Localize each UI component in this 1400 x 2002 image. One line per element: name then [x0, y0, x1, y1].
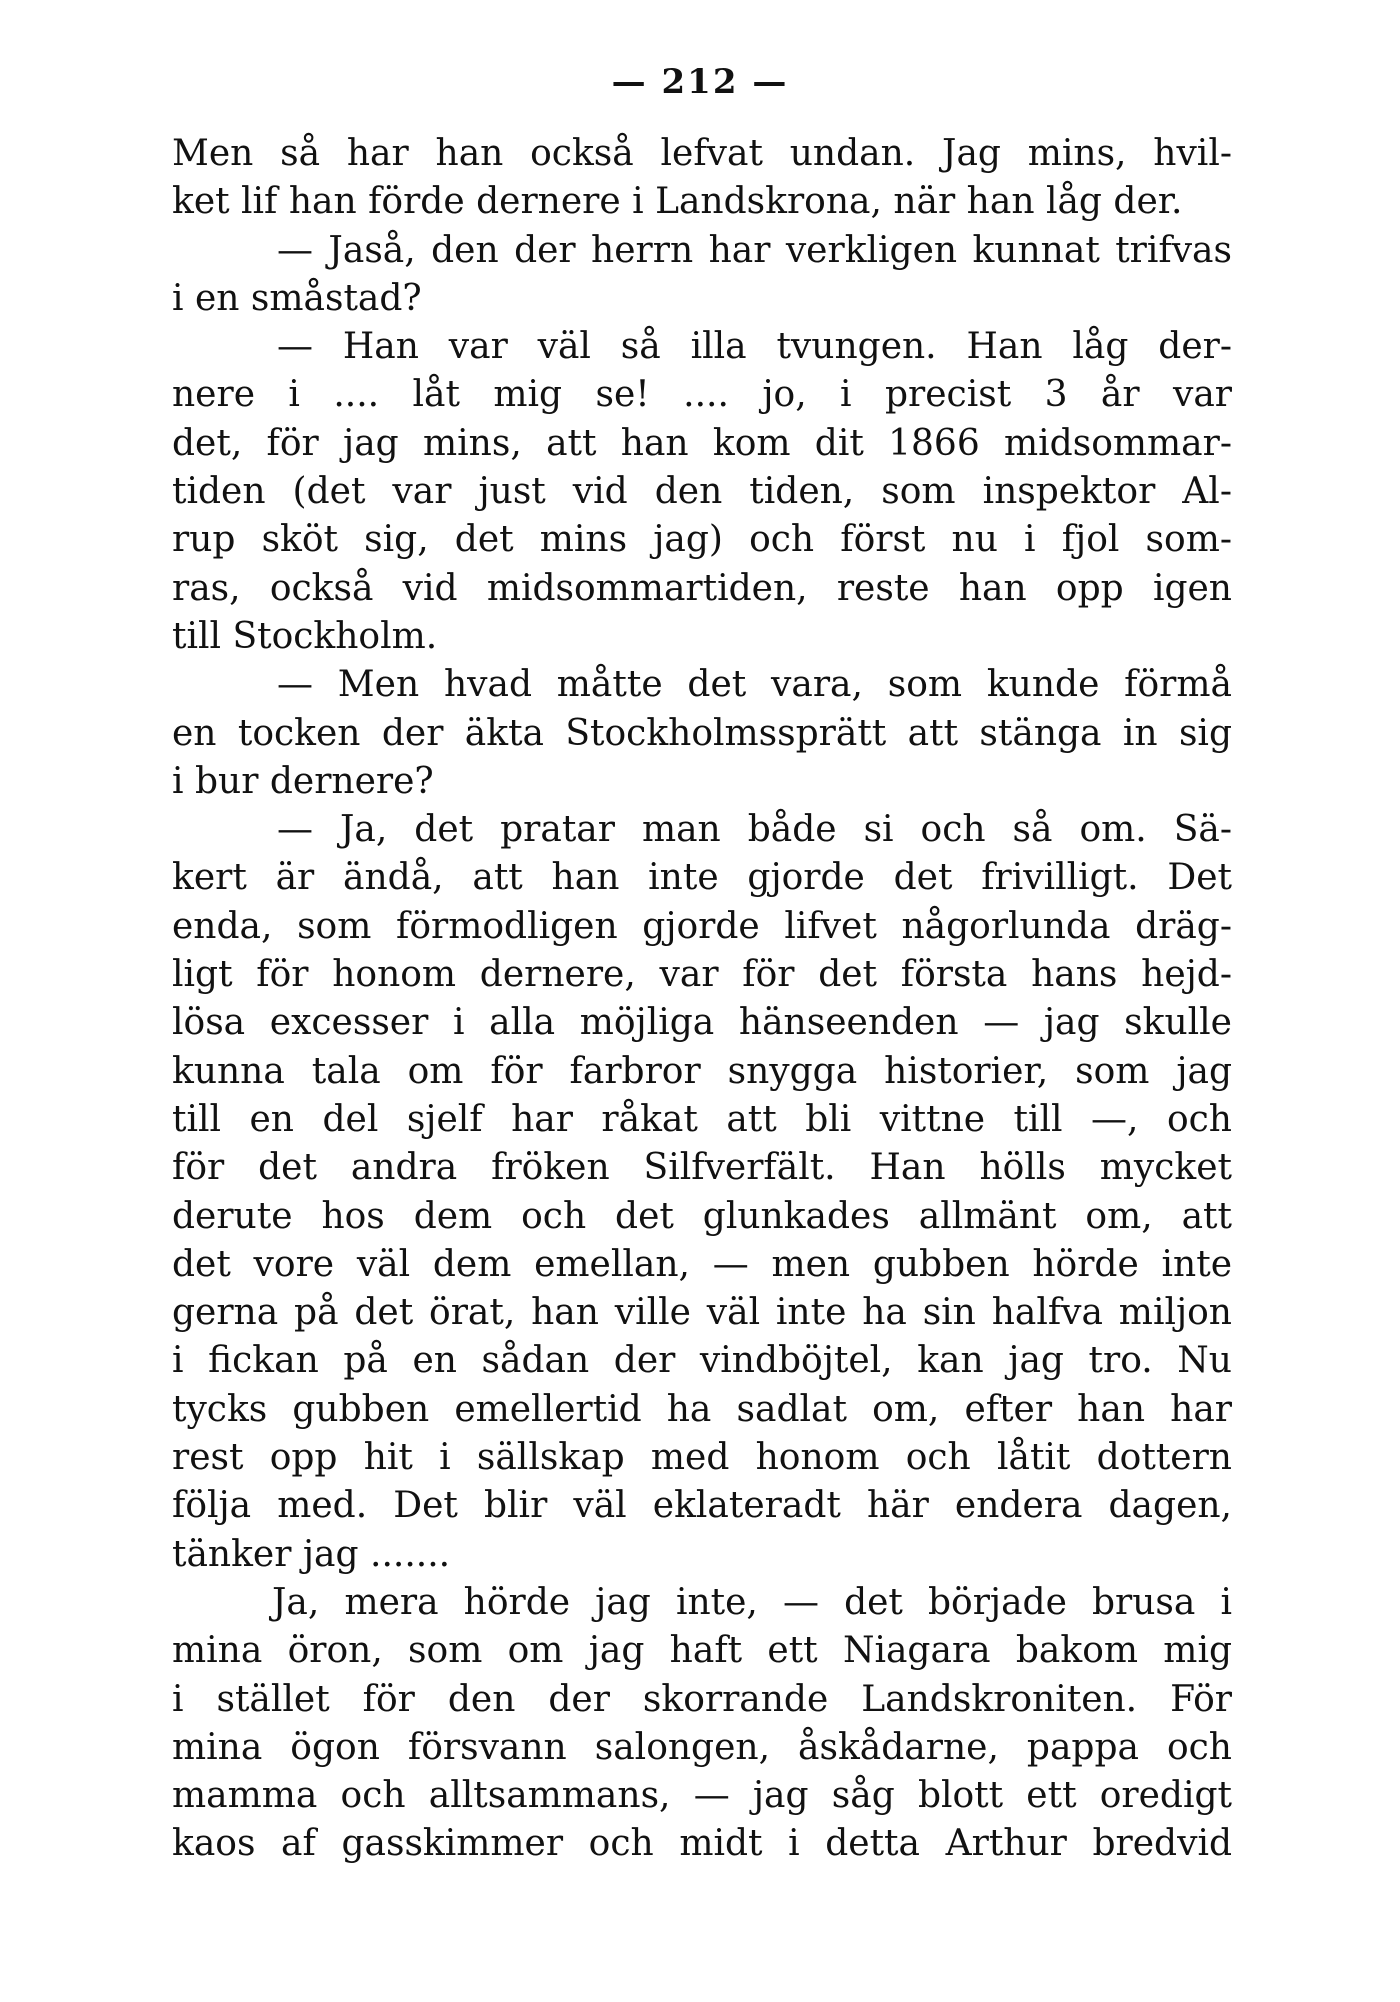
text-line: en tocken der äkta Stockholmssprätt att stänga in sig — [172, 712, 1232, 754]
text-line: enda, som förmodligen gjorde lifvet någorlunda dräg- — [172, 905, 1232, 947]
text-line: det vore väl dem emellan, — men gubben hörde inte — [172, 1243, 1232, 1285]
text-line: mamma och alltsammans, — jag såg blott ett oredigt — [172, 1775, 1232, 1817]
text-line: — Ja, det pratar man både si och så om. Sä- — [277, 809, 1232, 851]
text-line: rup sköt sig, det mins jag) och först nu i fjol som- — [172, 519, 1232, 561]
text-line: i bur dernere? — [172, 760, 434, 802]
text-line: lösa excesser i alla möjliga hänseenden — jag skulle — [172, 1002, 1232, 1044]
text-line: mina ögon försvann salongen, åskådarne, pappa och — [172, 1726, 1232, 1768]
text-line: till Stockholm. — [172, 615, 438, 657]
text-line: rest opp hit i sällskap med honom och låtit dottern — [172, 1437, 1232, 1479]
text-line: derute hos dem och det glunkades allmänt om, att — [172, 1195, 1232, 1237]
text-line: i stället för den der skorrande Landskroniten. För — [172, 1678, 1232, 1720]
text-line: gerna på det örat, han ville väl inte ha sin halfva miljon — [172, 1292, 1232, 1334]
text-line: nere i .... låt mig se! .... jo, i precist 3 år var — [172, 374, 1232, 416]
text-line: tycks gubben emellertid ha sadlat om, efter han har — [172, 1388, 1232, 1430]
text-line: — Han var väl så illa tvungen. Han låg der- — [277, 326, 1232, 368]
text-line: kaos af gasskimmer och midt i detta Arthur bredvid — [172, 1823, 1232, 1865]
text-line: mina öron, som om jag haft ett Niagara bakom mig — [172, 1630, 1232, 1672]
text-line: till en del sjelf har råkat att bli vittne till —, och — [172, 1098, 1232, 1140]
text-line: — Jaså, den der herrn har verkligen kunnat trifvas — [277, 229, 1232, 271]
text-line: för det andra fröken Silfverfält. Han hölls mycket — [172, 1147, 1232, 1189]
text-line: ligt för honom dernere, var för det första hans hejd- — [172, 954, 1232, 996]
text-line: — Men hvad måtte det vara, som kunde förmå — [277, 664, 1232, 706]
page-number: — 212 — — [611, 62, 789, 102]
text-line: det, för jag mins, att han kom dit 1866 midsommar- — [172, 422, 1232, 464]
text-line: kert är ändå, att han inte gjorde det frivilligt. Det — [172, 857, 1232, 899]
body-text — [172, 130, 1232, 1869]
text-line: tänker jag ....... — [172, 1533, 451, 1575]
text-line: Men så har han också lefvat undan. Jag mins, hvil- — [172, 133, 1232, 174]
text-line: ket lif han förde dernere i Landskrona, när han låg der. — [172, 181, 1183, 223]
text-line: ras, också vid midsommartiden, reste han opp igen — [172, 567, 1232, 609]
text-line: kunna tala om för farbror snygga historier, som jag — [172, 1050, 1232, 1092]
text-line: följa med. Det blir väl eklateradt här endera dagen, — [172, 1485, 1232, 1527]
text-line: Ja, mera hörde jag inte, — det började brusa i — [272, 1581, 1232, 1623]
text-line: i fickan på en sådan der vindböjtel, kan jag tro. Nu — [172, 1340, 1232, 1382]
text-line: i en småstad? — [172, 277, 422, 319]
text-line: tiden (det var just vid den tiden, som inspektor Al- — [172, 471, 1232, 513]
